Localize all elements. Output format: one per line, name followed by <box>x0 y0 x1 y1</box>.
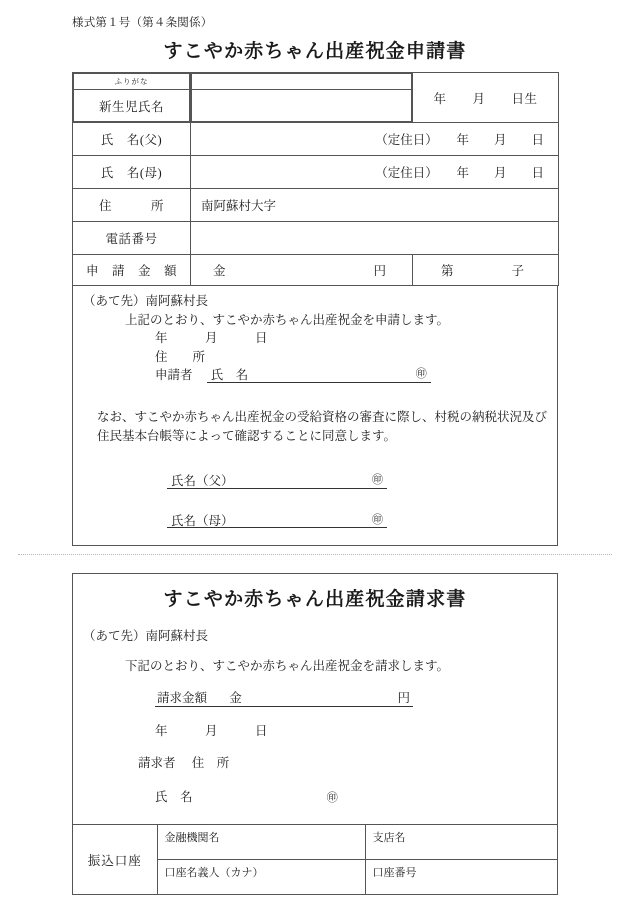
table-row-bank-top <box>73 825 557 860</box>
seal-icon: ㊞ <box>415 368 427 380</box>
table-row-father <box>73 123 559 156</box>
applicant-name-row <box>83 366 547 386</box>
application-form-title: すこやか赤ちゃん出産祝金申請書 <box>163 41 467 62</box>
claim-form-body <box>73 574 557 824</box>
account-number-label: 口座番号 <box>372 867 417 879</box>
bank-account-row-label: 振込口座 <box>73 825 157 895</box>
applicant-name-field[interactable] <box>207 369 431 383</box>
phone-field[interactable] <box>191 222 559 255</box>
claim-form-title: すこやか赤ちゃん出産祝金請求書 <box>163 589 467 610</box>
mother-name-label: 氏 名(母) <box>73 156 191 189</box>
mother-seal-icon: ㊞ <box>372 513 383 526</box>
mother-signature-label: 氏名（母） <box>171 513 234 528</box>
account-number-field[interactable] <box>365 860 557 895</box>
claim-yen-suffix: 円 <box>397 691 410 705</box>
claim-date-line[interactable]: 年 月 日 <box>155 724 268 738</box>
account-holder-label: 口座名義人（カナ） <box>164 867 264 879</box>
newborn-name-field[interactable] <box>192 90 412 122</box>
addressee-line: （あて先）南阿蘇村長 <box>83 294 209 308</box>
applicant-address-label: 住 所 <box>155 349 206 364</box>
table-row-newborn <box>73 73 559 123</box>
claim-form <box>72 573 558 895</box>
newborn-birthdate-cell[interactable]: 年 月 日生 <box>413 73 559 123</box>
child-order-prefix: 第 <box>441 264 454 278</box>
mother-signature-field[interactable] <box>167 515 387 529</box>
application-statement: 上記のとおり、すこやか赤ちゃん出産祝金を申請します。 <box>125 312 450 327</box>
claim-amount-field[interactable] <box>155 688 413 707</box>
applicant-info-table <box>72 72 559 286</box>
claimant-label: 請求者 <box>138 756 176 770</box>
father-seal-icon: ㊞ <box>372 474 383 487</box>
father-name-field[interactable]: （定住日） 年 月 日 <box>191 123 559 156</box>
form-number: 様式第１号（第４条関係） <box>72 17 213 29</box>
claim-yen-prefix: 金 <box>229 691 242 705</box>
address-field[interactable]: 南阿蘇村大字 <box>191 189 559 222</box>
claim-addressee-line: （あて先）南阿蘇村長 <box>83 629 209 643</box>
amount-yen-suffix: 円 <box>373 264 386 278</box>
mother-name-field[interactable]: （定住日） 年 月 日 <box>191 156 559 189</box>
father-signature-label: 氏名（父） <box>171 474 234 489</box>
application-date-line[interactable]: 年 月 日 <box>155 331 268 345</box>
child-order-field[interactable] <box>413 255 559 286</box>
financial-institution-field[interactable] <box>157 825 365 860</box>
table-row-phone <box>73 222 559 255</box>
application-form <box>72 36 558 546</box>
address-label: 住 所 <box>73 189 191 222</box>
newborn-furigana-field[interactable] <box>192 74 412 90</box>
child-order-suffix: 子 <box>511 264 524 278</box>
amount-yen-prefix: 金 <box>213 264 226 278</box>
phone-label: 電話番号 <box>73 222 191 255</box>
father-signature-row <box>83 472 547 492</box>
cut-separator-line <box>18 554 612 555</box>
newborn-name-input-cell[interactable] <box>191 73 413 123</box>
father-name-label: 氏 名(父) <box>73 123 191 156</box>
newborn-label-cell <box>73 73 191 123</box>
mother-signature-row <box>83 512 547 532</box>
table-row-address <box>73 189 559 222</box>
applicant-name-label: 氏 名 <box>210 368 249 382</box>
applicant-label: 申請者 <box>155 368 193 382</box>
father-signature-field[interactable] <box>167 475 387 489</box>
application-amount-field[interactable] <box>191 255 413 286</box>
claimant-name-label: 氏 名 <box>155 790 193 804</box>
financial-institution-label: 金融機関名 <box>164 832 220 844</box>
claim-amount-row <box>83 685 547 710</box>
consent-paragraph: なお、すこやか赤ちゃん出産祝金の受給資格の審査に際し、村税の納税状況及び住民基本台帳等によって確認することに同意します。 <box>97 409 548 443</box>
claim-statement: 下記のとおり、すこやか赤ちゃん出産祝金を請求します。 <box>125 659 450 673</box>
table-row-amount <box>73 255 559 286</box>
claimant-address-row <box>83 750 547 774</box>
newborn-name-label: 新生児氏名 <box>74 90 190 122</box>
application-amount-label: 申 請 金 額 <box>73 255 191 286</box>
claimant-address-label: 住 所 <box>191 756 230 770</box>
account-holder-field[interactable] <box>157 860 365 895</box>
bank-account-table <box>73 824 557 894</box>
branch-name-field[interactable] <box>365 825 557 860</box>
claim-amount-label: 請求金額 <box>157 691 208 705</box>
claimant-name-row <box>83 784 547 808</box>
claimant-seal-icon: ㊞ <box>326 792 338 804</box>
branch-name-label: 支店名 <box>372 832 406 844</box>
application-declaration-box <box>72 286 558 546</box>
table-row-mother <box>73 156 559 189</box>
furigana-label: ふりがな <box>74 74 190 90</box>
